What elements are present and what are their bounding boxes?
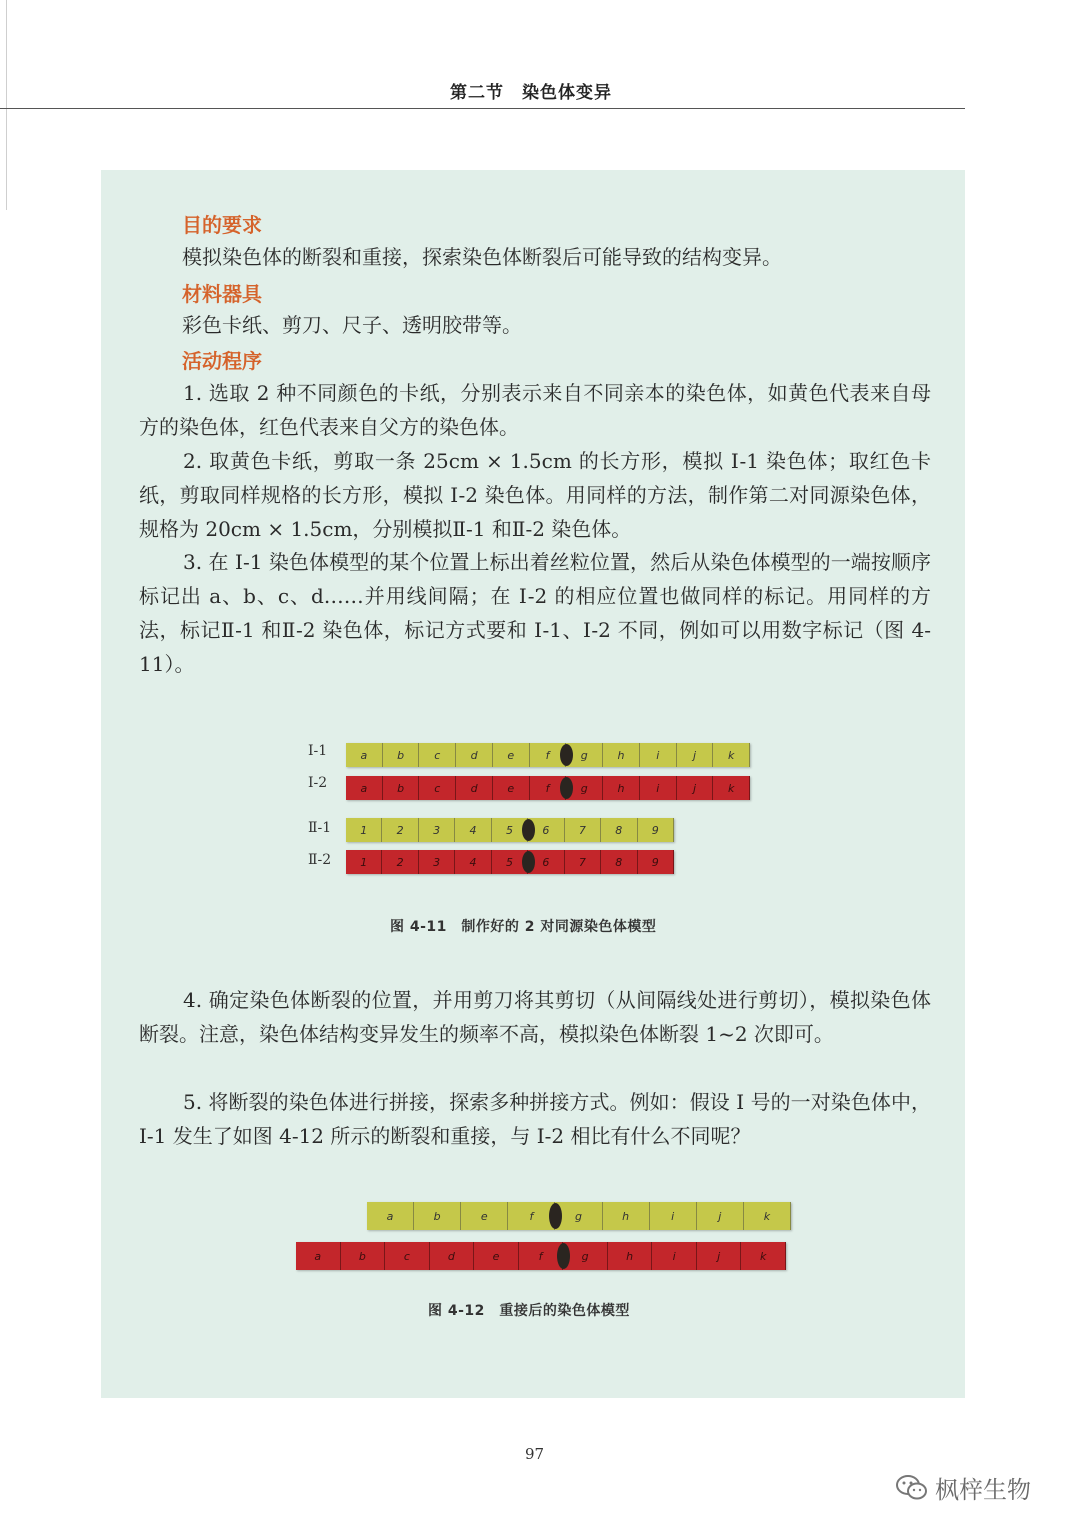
chromosome-I-2-reference <box>296 1242 786 1270</box>
gene-segment: f <box>530 743 567 767</box>
page-header <box>0 78 965 109</box>
gene-segment: a <box>367 1202 414 1230</box>
gene-segment: 2 <box>382 850 418 874</box>
gene-segment: k <box>713 743 750 767</box>
gene-segment: 4 <box>455 818 491 842</box>
gene-segment: a <box>346 776 383 800</box>
gene-segment: 6 <box>528 818 564 842</box>
fig11-label-I-1: Ⅰ-1 <box>308 743 328 759</box>
gene-segment: 4 <box>455 850 491 874</box>
gene-segment: a <box>296 1242 341 1270</box>
step-1-text: 1. 选取 2 种不同颜色的卡纸，分别表示来自不同亲本的染色体，如黄色代表来自母方的染色体，红色代表来自父方的染色体。 <box>139 381 931 439</box>
chromosome-I-1 <box>346 743 750 767</box>
gene-segment: e <box>461 1202 508 1230</box>
purpose-heading: 目的要求 <box>182 213 262 237</box>
gene-segment: i <box>652 1242 697 1270</box>
gene-segment: 1 <box>346 850 382 874</box>
gene-segment: c <box>419 743 456 767</box>
gene-segment: 8 <box>601 850 637 874</box>
fig11-label-II-2: Ⅱ-2 <box>308 852 332 868</box>
gene-segment: j <box>697 1202 744 1230</box>
gene-segment: e <box>493 743 530 767</box>
gene-segment: i <box>640 743 677 767</box>
gene-segment: e <box>474 1242 519 1270</box>
step-5 <box>139 1085 931 1153</box>
figure-12-caption: 图 4-12 重接后的染色体模型 <box>428 1303 630 1319</box>
gene-segment: h <box>608 1242 653 1270</box>
gene-segment: e <box>493 776 530 800</box>
gene-segment: 5 <box>492 850 528 874</box>
chromosome-II-1 <box>346 818 674 842</box>
gene-segment: d <box>456 743 493 767</box>
gene-segment: d <box>430 1242 475 1270</box>
materials-text: 彩色卡纸、剪刀、尺子、透明胶带等。 <box>182 313 522 337</box>
gene-segment: 2 <box>382 818 418 842</box>
step-3-text: 3. 在 Ⅰ-1 染色体模型的某个位置上标出着丝粒位置，然后从染色体模型的一端按顺序标记出 a、b、c、d……并用线间隔；在 Ⅰ-2 的相应位置也做同样的标记。用同样的方法，标记Ⅱ-1 和Ⅱ-2 染色体，标记方式要和 Ⅰ-1、Ⅰ-2 不同，例如可以用数字标记（图 4-11）。 <box>139 550 931 676</box>
page-number: 97 <box>525 1445 545 1463</box>
gene-segment: 7 <box>565 818 601 842</box>
gene-segment: j <box>697 1242 742 1270</box>
materials-heading: 材料器具 <box>182 282 262 306</box>
gene-segment: 7 <box>565 850 601 874</box>
gene-segment: c <box>385 1242 430 1270</box>
gene-segment: f <box>508 1202 555 1230</box>
gene-segment: 9 <box>638 818 674 842</box>
gene-segment: i <box>650 1202 697 1230</box>
gene-segment: k <box>744 1202 791 1230</box>
gene-segment: f <box>530 776 567 800</box>
gene-segment: b <box>414 1202 461 1230</box>
step-4 <box>139 983 931 1051</box>
gene-segment: b <box>383 776 420 800</box>
gene-segment: k <box>741 1242 786 1270</box>
gene-segment: 6 <box>528 850 564 874</box>
step-5-text: 5. 将断裂的染色体进行拼接，探索多种拼接方式。例如：假设 Ⅰ 号的一对染色体中，Ⅰ-1 发生了如图 4-12 所示的断裂和重接，与 Ⅰ-2 相比有什么不同呢？ <box>139 1090 931 1148</box>
wechat-icon <box>895 1473 929 1503</box>
gene-segment: k <box>713 776 750 800</box>
gene-segment: 5 <box>492 818 528 842</box>
chromosome-II-2 <box>346 850 674 874</box>
gene-segment: g <box>566 776 603 800</box>
gene-segment: c <box>419 776 456 800</box>
step-2-text: 2. 取黄色卡纸，剪取一条 25cm × 1.5cm 的长方形，模拟 Ⅰ-1 染色体；取红色卡纸，剪取同样规格的长方形，模拟 Ⅰ-2 染色体。用同样的方法，制作第二对同源染色体，规格为 20cm × 1.5cm，分别模拟Ⅱ-1 和Ⅱ-2 染色体。 <box>139 449 931 541</box>
watermark-text: 枫梓生物 <box>935 1476 1031 1504</box>
fig11-label-II-1: Ⅱ-1 <box>308 820 332 836</box>
fig11-label-I-2: Ⅰ-2 <box>308 775 328 791</box>
watermark <box>895 1470 1031 1505</box>
gene-segment: g <box>563 1242 608 1270</box>
gene-segment: 3 <box>419 818 455 842</box>
gene-segment: b <box>341 1242 386 1270</box>
gene-segment: h <box>603 776 640 800</box>
rejoined-chromosome-I-1 <box>367 1202 791 1230</box>
gene-segment: 3 <box>419 850 455 874</box>
gene-segment: j <box>677 743 714 767</box>
gene-segment: 8 <box>601 818 637 842</box>
section-title: 第二节 染色体变异 <box>450 83 612 103</box>
gene-segment: f <box>519 1242 564 1270</box>
step-3 <box>139 545 931 681</box>
gene-segment: g <box>555 1202 602 1230</box>
step-2 <box>139 444 931 546</box>
purpose-text: 模拟染色体的断裂和重接，探索染色体断裂后可能导致的结构变异。 <box>182 245 782 269</box>
gene-segment: g <box>566 743 603 767</box>
step-4-text: 4. 确定染色体断裂的位置，并用剪刀将其剪切（从间隔线处进行剪切），模拟染色体断裂。注意，染色体结构变异发生的频率不高，模拟染色体断裂 1~2 次即可。 <box>139 988 931 1046</box>
gene-segment: j <box>677 776 714 800</box>
gene-segment: h <box>603 1202 650 1230</box>
gene-segment: i <box>640 776 677 800</box>
figure-11-caption: 图 4-11 制作好的 2 对同源染色体模型 <box>390 919 657 935</box>
gene-segment: h <box>603 743 640 767</box>
gene-segment: d <box>456 776 493 800</box>
gene-segment: 1 <box>346 818 382 842</box>
step-1 <box>139 376 931 444</box>
chromosome-I-2 <box>346 776 750 800</box>
gene-segment: b <box>383 743 420 767</box>
gene-segment: a <box>346 743 383 767</box>
gene-segment: 9 <box>638 850 674 874</box>
procedure-heading: 活动程序 <box>182 349 262 373</box>
